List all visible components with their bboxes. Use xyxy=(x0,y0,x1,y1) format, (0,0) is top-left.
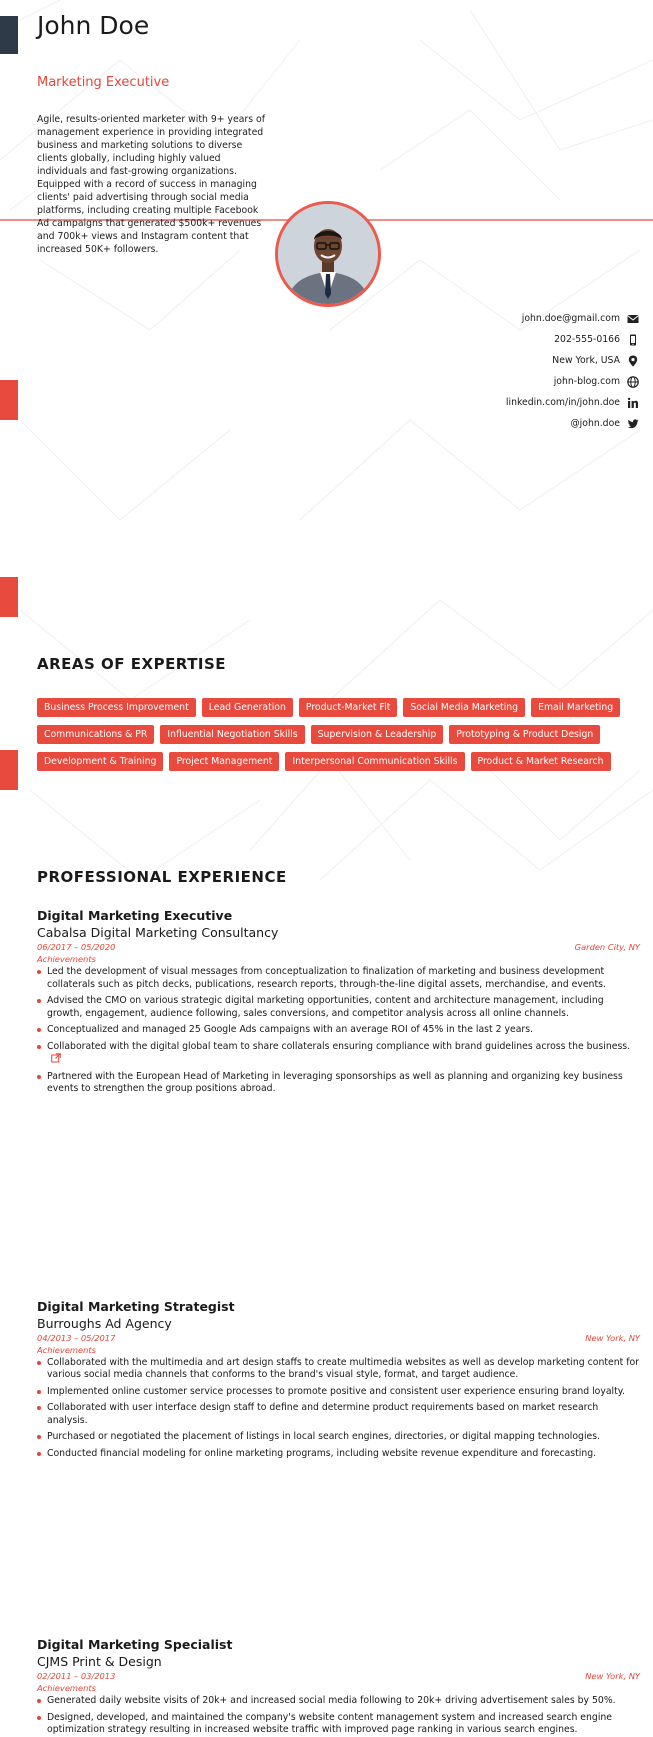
profile-photo xyxy=(275,201,381,307)
company-name: Burroughs Ad Agency xyxy=(37,1315,172,1331)
twitter-icon xyxy=(627,418,639,430)
list-item: Purchased or negotiated the placement of listings in local search engines, directories, or digital mapping technologies. xyxy=(37,1431,640,1444)
achievements-list xyxy=(37,966,640,1096)
contact-location xyxy=(0,350,639,371)
contact-list xyxy=(0,308,639,434)
expertise-tag: Business Process Improvement xyxy=(37,698,196,717)
job-title: Digital Marketing Executive xyxy=(37,908,233,923)
envelope-icon xyxy=(627,313,639,325)
company-name: Cabalsa Digital Marketing Consultancy xyxy=(37,925,279,940)
header-accent-bar xyxy=(0,16,18,54)
list-item: Collaborated with user interface design staff to define and determine product requirements based on market research analysis. xyxy=(37,1402,640,1427)
contact-phone[interactable] xyxy=(0,329,639,350)
achievements-list xyxy=(37,1357,640,1461)
list-item: Implemented online customer service processes to promote positive and consistent user experience ensuring brand loyalty. xyxy=(37,1386,640,1399)
contact-twitter[interactable] xyxy=(0,413,639,434)
expertise-tag: Email Marketing xyxy=(531,698,620,717)
job-location: New York, NY xyxy=(585,1671,640,1681)
job-title: Digital Marketing Specialist xyxy=(37,1637,233,1652)
expertise-tag: Product-Market Fit xyxy=(299,698,397,717)
candidate-role: Marketing Executive xyxy=(37,75,170,90)
job-meta xyxy=(37,1670,640,1682)
list-item-text: Collaborated with the digital global team to share collaterals ensuring compliance with brand guidelines across the business. xyxy=(47,1040,631,1052)
achievements-label: Achievements xyxy=(37,1344,96,1355)
contact-linkedin[interactable] xyxy=(0,392,639,413)
email-text: john.doe@gmail.com xyxy=(521,313,620,324)
portrait-image xyxy=(278,204,378,304)
list-item: Led the development of visual messages from conceptualization to finalization of marketing and business development collaterals such as pitch decks, publications, research reports, through-the-line digital assets, merchandise, and events. xyxy=(37,966,640,991)
job-dates: 06/2017 – 05/2020 xyxy=(37,942,116,952)
achievements-label: Achievements xyxy=(37,1683,96,1693)
job-accent-bar xyxy=(0,750,18,790)
external-link-icon[interactable] xyxy=(51,1053,61,1063)
job-title: Digital Marketing Strategist xyxy=(37,1298,235,1314)
expertise-tag: Product & Market Research xyxy=(471,752,611,771)
list-item xyxy=(37,1041,640,1067)
globe-icon xyxy=(627,376,639,388)
job-location: Garden City, NY xyxy=(574,942,640,952)
expertise-tags xyxy=(37,698,637,771)
candidate-name: John Doe xyxy=(37,11,150,40)
expertise-tag: Project Management xyxy=(169,752,279,771)
job-entry xyxy=(37,1299,640,1461)
list-item: Designed, developed, and maintained the company's website content management system and increased search engine optimization strategy resulting in increased website traffic with improved page ranking in various search engines. xyxy=(37,1712,640,1737)
phone-icon xyxy=(627,334,639,346)
job-location: New York, NY xyxy=(585,1332,640,1343)
list-item: Collaborated with the multimedia and art design staffs to create multimedia websites as well as develop marketing content for various social media channels that conforms to the brand's visual style, format, and target audience. xyxy=(37,1357,640,1382)
achievements-label: Achievements xyxy=(37,954,96,964)
job-meta xyxy=(37,1332,640,1344)
expertise-tag: Interpersonal Communication Skills xyxy=(285,752,464,771)
expertise-tag: Lead Generation xyxy=(202,698,293,717)
expertise-tag: Supervision & Leadership xyxy=(311,725,444,744)
job-dates: 04/2013 – 05/2017 xyxy=(37,1332,116,1343)
phone-text: 202-555-0166 xyxy=(554,334,620,345)
achievements-list xyxy=(37,1695,640,1737)
job-entry xyxy=(37,1637,640,1737)
list-item: Advised the CMO on various strategic digital marketing opportunities, content and architecture management, including growth, engagement, audience following, sales conversions, and competitor analysis across all online channels. xyxy=(37,995,640,1020)
expertise-tag: Influential Negotiation Skills xyxy=(160,725,304,744)
company-name: CJMS Print & Design xyxy=(37,1654,162,1669)
expertise-tag: Prototyping & Product Design xyxy=(449,725,600,744)
contact-website[interactable] xyxy=(0,371,639,392)
professional-summary: Agile, results-oriented marketer with 9+ years of management experience in providing integrated business and marketing solutions to diverse clients globally, including highly valued individuals and fast-growing organizations. Equipped with a record of success in managing clients' paid advertising through social media platforms, including creating multiple Facebook Ad campaigns that generated $500k+ revenues and 700k+ views and Instagram content that increased 50K+ followers. xyxy=(37,114,265,255)
job-accent-bar xyxy=(0,577,18,617)
expertise-tag: Social Media Marketing xyxy=(403,698,525,717)
experience-heading: PROFESSIONAL EXPERIENCE xyxy=(37,868,287,886)
job-meta xyxy=(37,941,640,953)
expertise-tag: Development & Training xyxy=(37,752,163,771)
list-item: Partnered with the European Head of Marketing in leveraging sponsorships as well as planning and organizing key business events to strengthen the group positions abroad. xyxy=(37,1071,640,1096)
linkedin-text: linkedin.com/in/john.doe xyxy=(505,397,620,408)
list-item: Generated daily website visits of 20k+ and increased social media following to 20k+ driving advertisement sales by 50%. xyxy=(37,1695,640,1708)
expertise-heading: AREAS OF EXPERTISE xyxy=(37,655,227,673)
job-dates: 02/2011 – 03/2013 xyxy=(37,1671,116,1681)
expertise-tag: Communications & PR xyxy=(37,725,154,744)
location-text: New York, USA xyxy=(552,355,620,366)
location-pin-icon xyxy=(627,355,639,367)
website-text: john-blog.com xyxy=(553,376,620,387)
contact-email[interactable] xyxy=(0,308,639,329)
list-item: Conceptualized and managed 25 Google Ads campaigns with an average ROI of 45% in the last 2 years. xyxy=(37,1024,640,1037)
job-entry xyxy=(37,908,640,1096)
twitter-text: @john.doe xyxy=(570,418,620,429)
list-item: Conducted financial modeling for online marketing programs, including website revenue expenditure and forecasting. xyxy=(37,1448,640,1461)
linkedin-icon xyxy=(627,397,639,409)
